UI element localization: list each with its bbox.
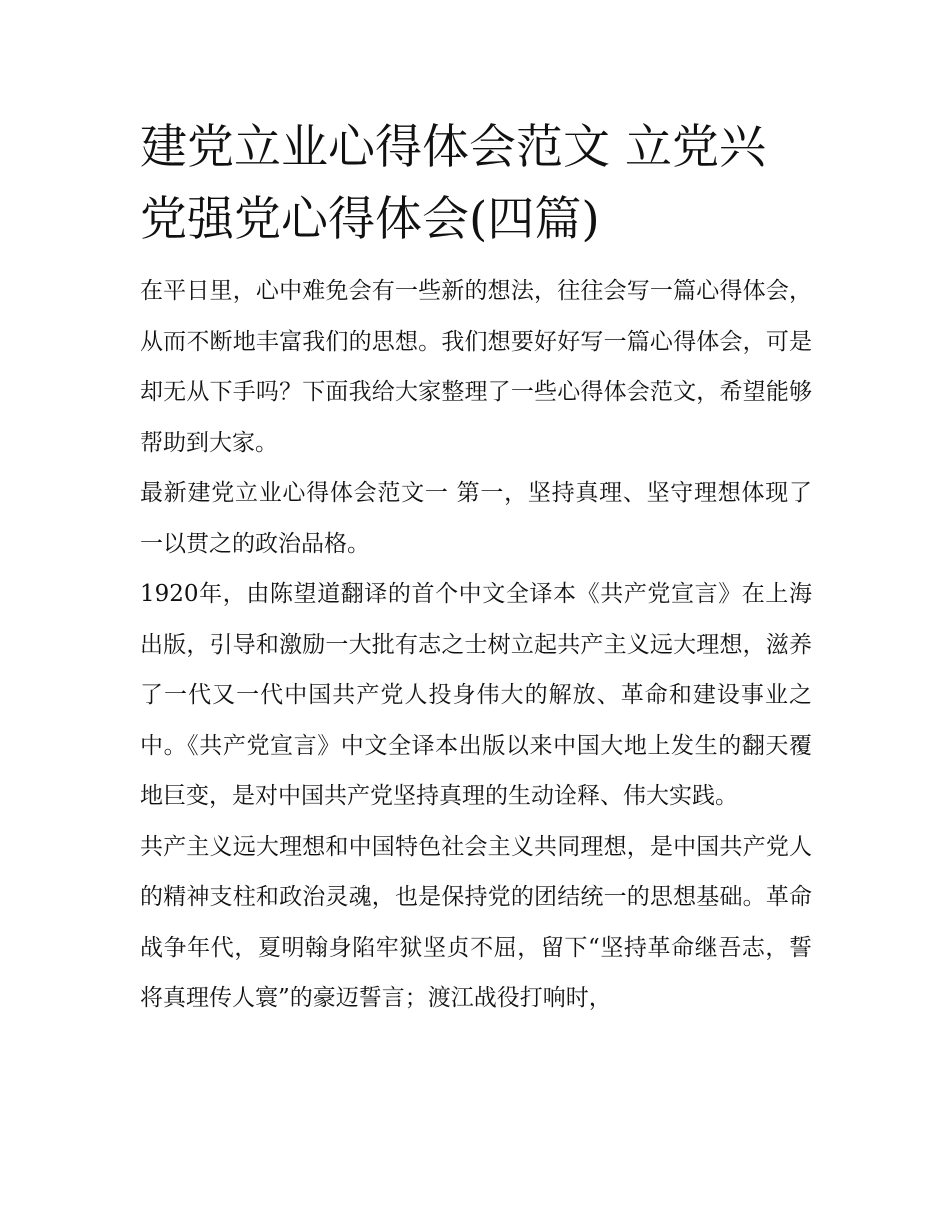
paragraph-ideals: 共产主义远大理想和中国特色社会主义共同理想，是中国共产党人的精神支柱和政治灵魂，也是保持党的团结统一的思想基础。革命战争年代，夏明翰身陷牢狱坚贞不屈，留下“坚持革命继吾志，誓将真理传人寰”的豪迈誓言；渡江战役打响时， (140, 833, 812, 1011)
paragraph-manifesto: 1920年，由陈望道翻译的首个中文全译本《共产党宣言》在上海出版，引导和激励一大批有志之士树立起共产主义远大理想，滋养了一代又一代中国共产党人投身伟大的解放、革命和建设事业之中。《共产党宣言》中文全译本出版以来中国大地上发生的翻天覆地巨变，是对中国共产党坚持真理的生动诠释、伟大实践。 (140, 581, 812, 809)
document-title: 建党立业心得体会范文 立党兴党强党心得体会(四篇) (140, 120, 766, 247)
document-content (140, 112, 812, 1024)
paragraph-intro: 在平日里，心中难免会有一些新的想法，往往会写一篇心得体会，从而不断地丰富我们的思想。我们想要好好写一篇心得体会，可是却无从下手吗？下面我给大家整理了一些心得体会范文，希望能够帮助到大家。 (140, 278, 812, 456)
paragraph-section-one-heading: 最新建党立业心得体会范文一 第一，坚持真理、坚守理想体现了一以贯之的政治品格。 (140, 480, 812, 557)
